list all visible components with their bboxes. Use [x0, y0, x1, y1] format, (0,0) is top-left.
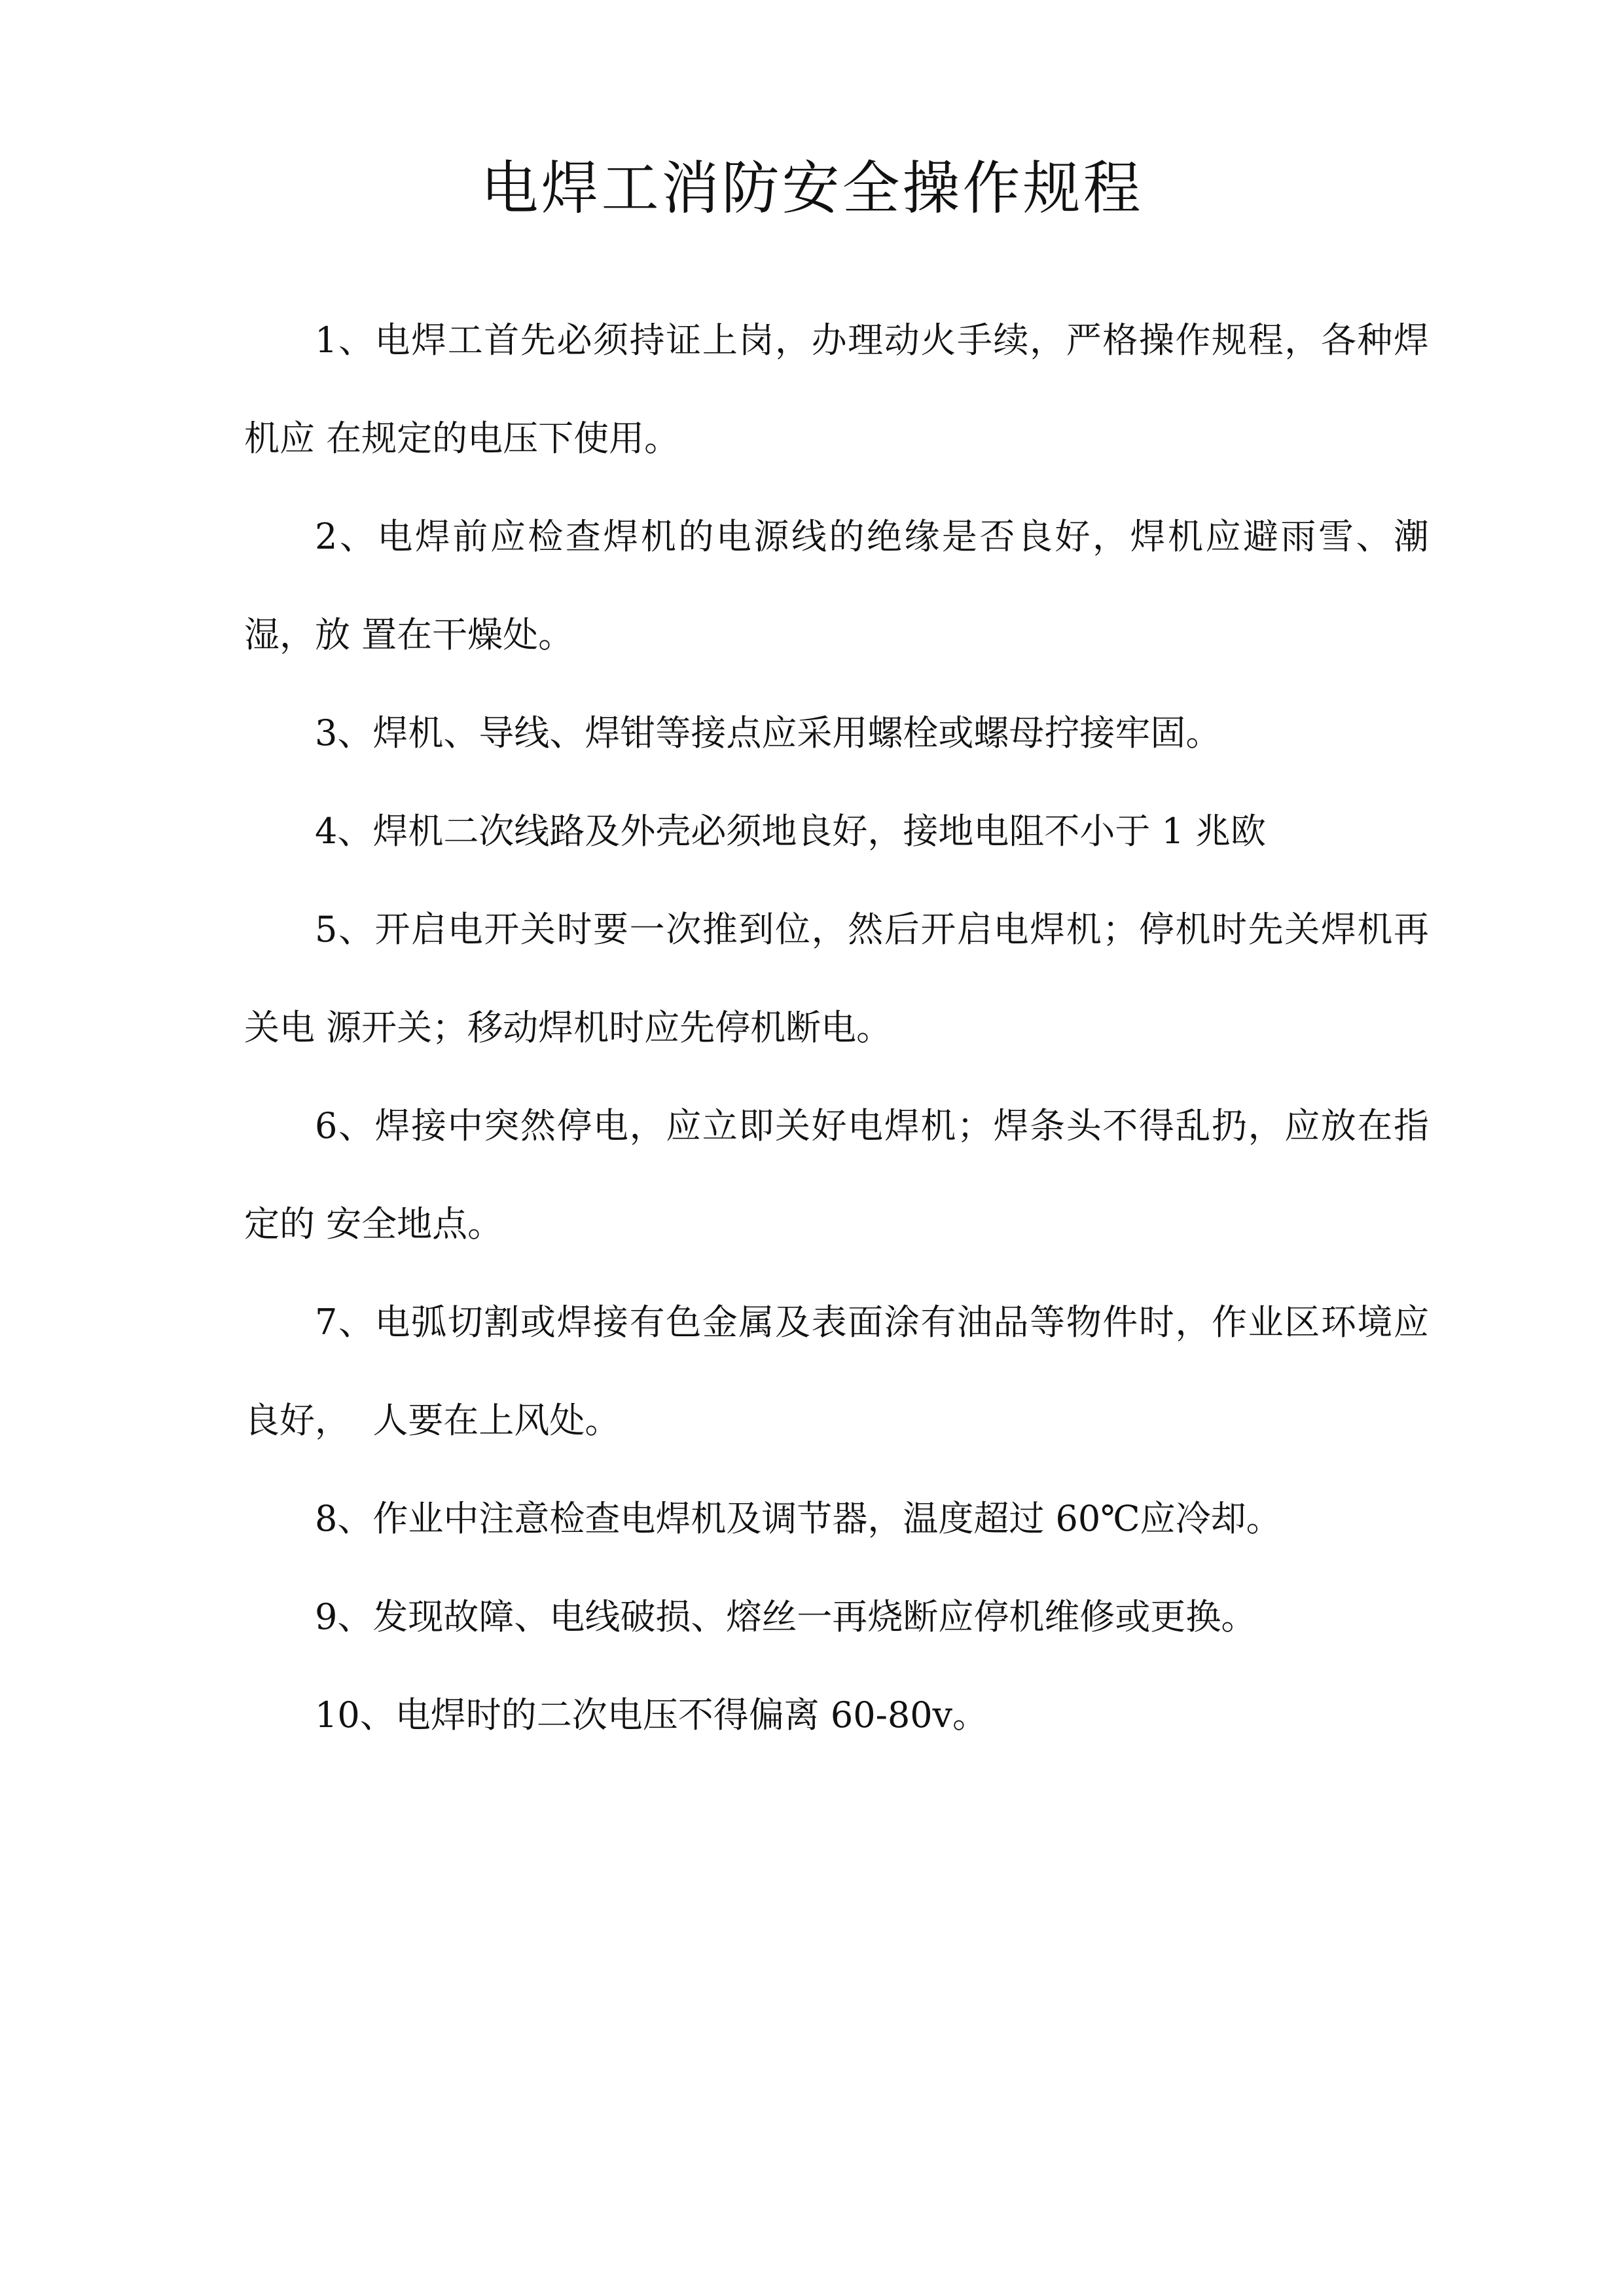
rule-item-2: 2、电焊前应检查焊机的电源线的绝缘是否良好，焊机应避雨雪、潮湿，放 置在干燥处。 — [244, 516, 1429, 655]
rule-item-10: 10、电焊时的二次电压不得偏离 60-80v。 — [315, 1694, 988, 1736]
rule-item-6: 6、焊接中突然停电，应立即关好电焊机；焊条头不得乱扔，应放在指定的 安全地点。 — [244, 1105, 1429, 1245]
document-body — [244, 291, 1429, 1764]
rule-item-4: 4、焊机二次线路及外壳必须地良好，接地电阻不小于 1 兆欧 — [315, 811, 1267, 852]
document-title: 电焊工消防安全操作规程 — [480, 155, 1144, 222]
rule-item-1: 1、电焊工首先必须持证上岗，办理动火手续，严格操作规程，各种焊机应 在规定的电压下使用。 — [244, 319, 1429, 459]
rule-item-5: 5、开启电开关时要一次推到位，然后开启电焊机；停机时先关焊机再关电 源开关；移动焊机时应先停机断电。 — [244, 909, 1429, 1048]
rule-item-3: 3、焊机、导线、焊钳等接点应采用螺栓或螺母拧接牢固。 — [315, 712, 1221, 754]
rule-item-8: 8、作业中注意检查电焊机及调节器，温度超过 60℃应冷却。 — [315, 1498, 1282, 1539]
rule-item-7: 7、电弧切割或焊接有色金属及表面涂有油品等物件时，作业区环境应良好， 人要在上风处。 — [244, 1302, 1429, 1441]
rule-item-9: 9、发现故障、电线破损、熔丝一再烧断应停机维修或更换。 — [315, 1596, 1257, 1637]
